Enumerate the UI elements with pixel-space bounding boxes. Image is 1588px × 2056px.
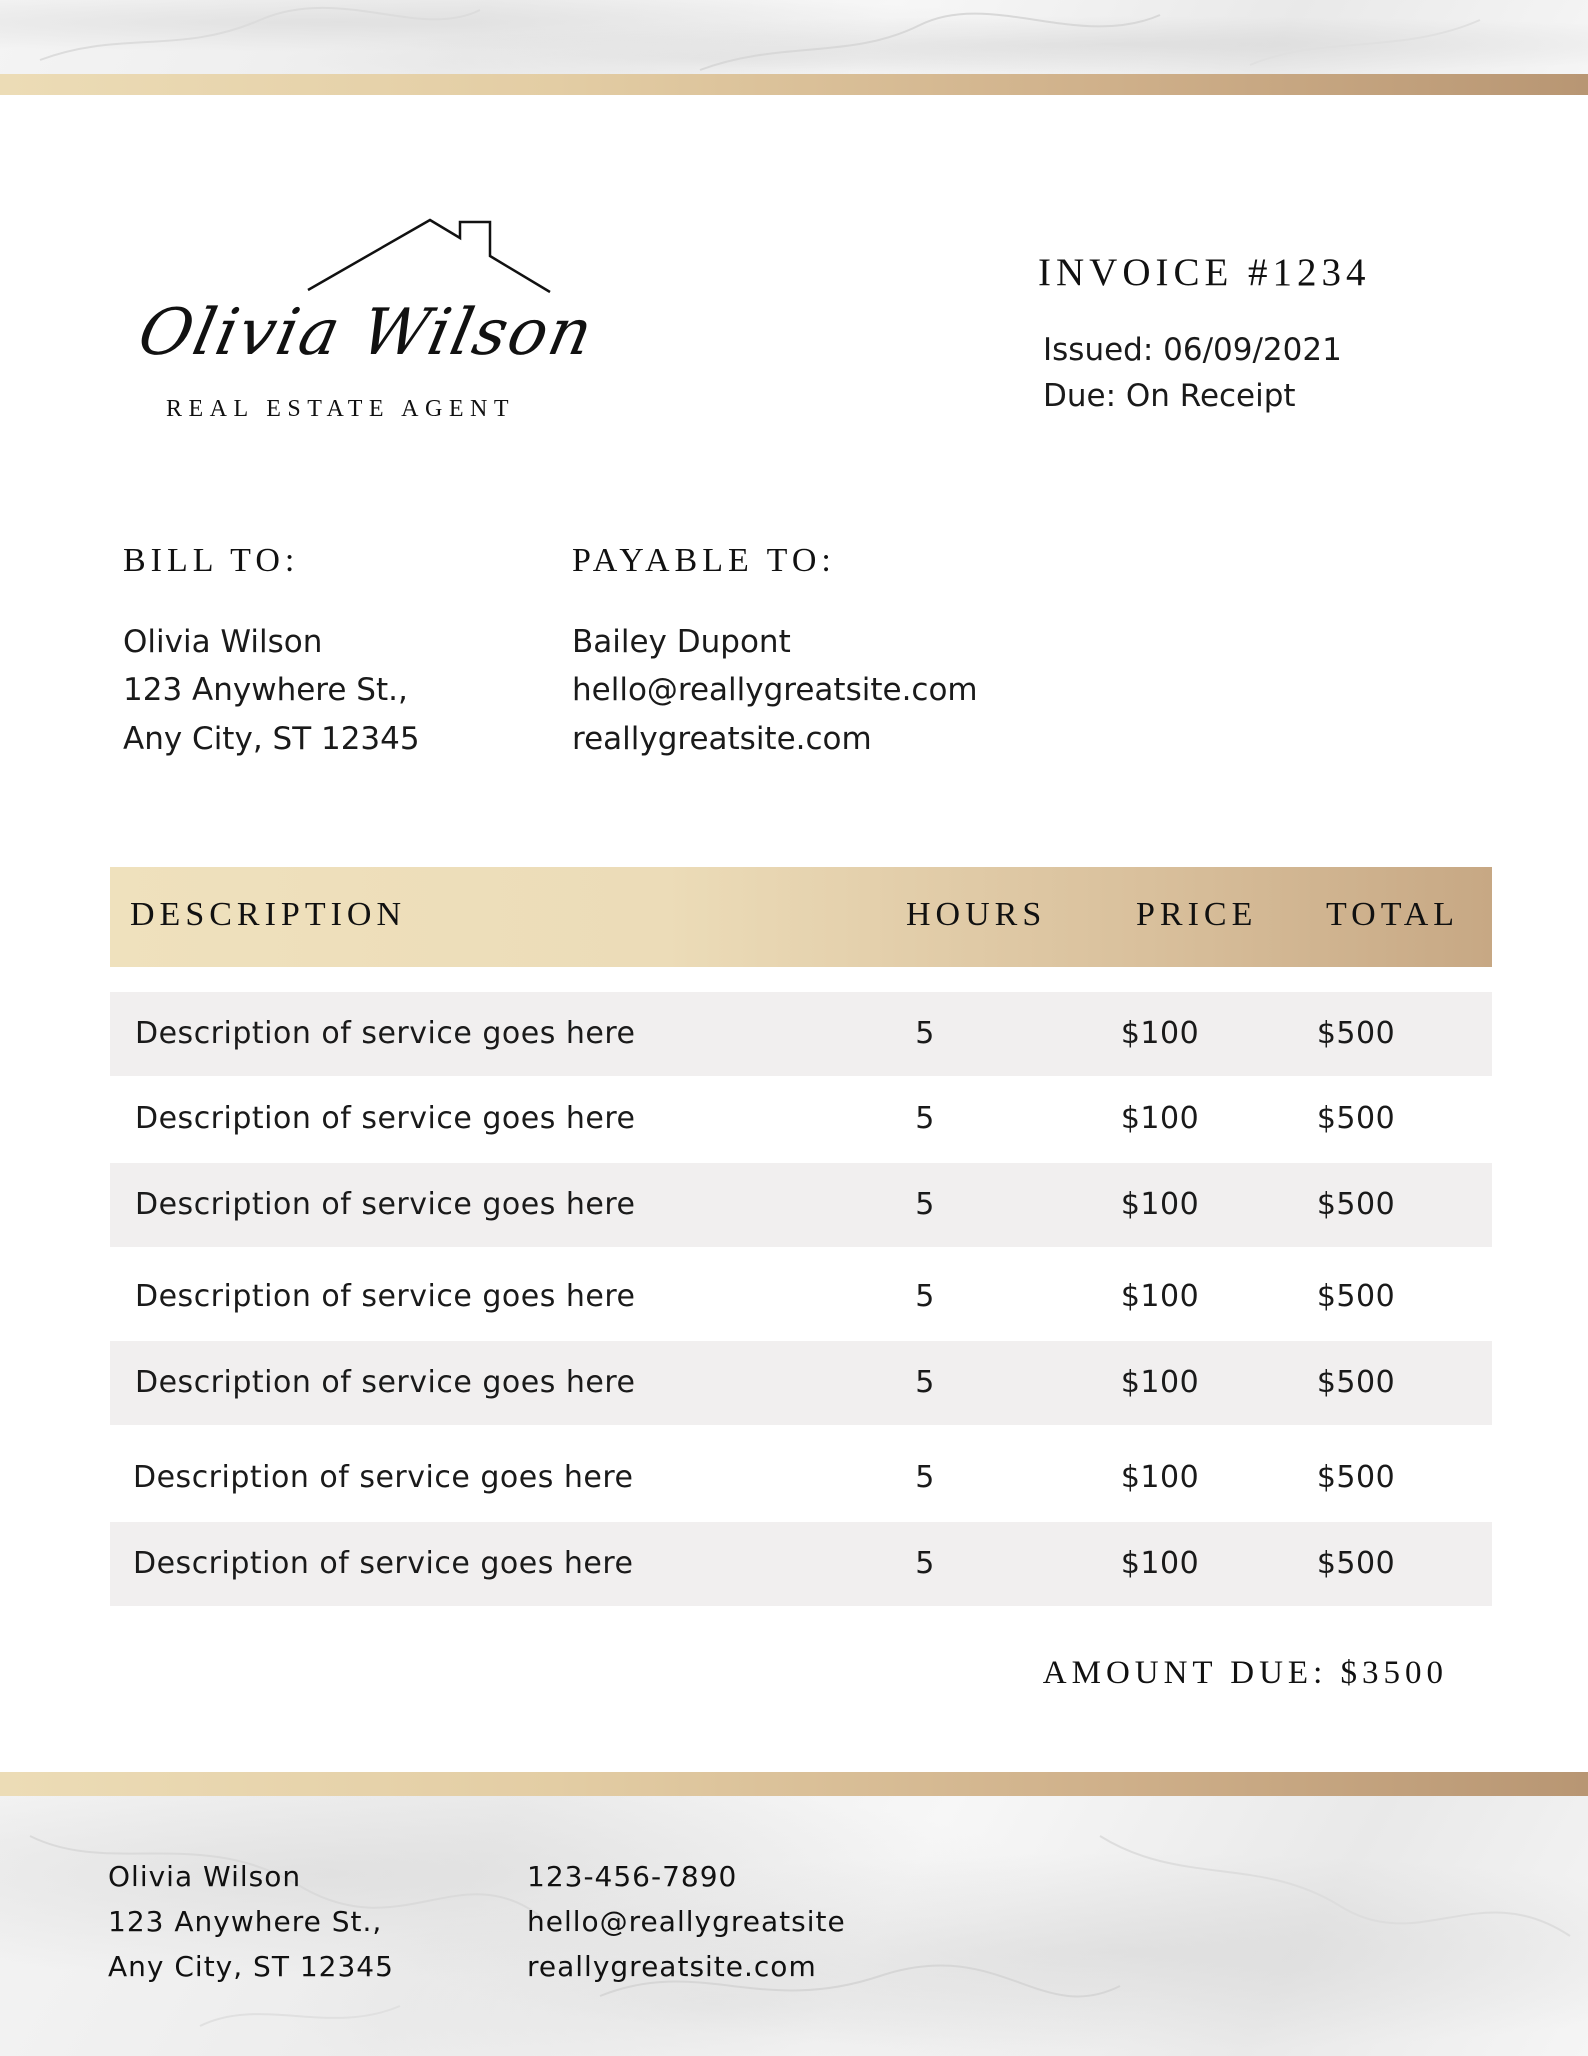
gold-divider-bottom	[0, 1772, 1588, 1796]
column-header-price: PRICE	[1136, 896, 1258, 933]
row-description: Description of service goes here	[133, 1546, 634, 1581]
row-total: $500	[1316, 1365, 1396, 1400]
row-total: $500	[1316, 1101, 1396, 1136]
footer-city: Any City, ST 12345	[108, 1950, 394, 1983]
row-description: Description of service goes here	[135, 1365, 636, 1400]
bill-to-street: 123 Anywhere St.,	[123, 672, 408, 708]
row-total: $500	[1316, 1016, 1396, 1051]
row-hours: 5	[915, 1279, 935, 1314]
marble-header-background	[0, 0, 1588, 74]
amount-due: AMOUNT DUE: $3500	[1042, 1655, 1448, 1691]
table-header	[110, 867, 1492, 967]
column-header-description: DESCRIPTION	[130, 896, 407, 933]
bill-to-city: Any City, ST 12345	[123, 721, 420, 757]
bill-to-name: Olivia Wilson	[123, 624, 323, 660]
footer-email: hello@reallygreatsite	[527, 1905, 846, 1938]
row-description: Description of service goes here	[135, 1101, 636, 1136]
payable-to-name: Bailey Dupont	[572, 624, 791, 660]
row-description: Description of service goes here	[135, 1187, 636, 1222]
table-row	[110, 1255, 1492, 1339]
table-row	[110, 1163, 1492, 1247]
logo-subtitle: REAL ESTATE AGENT	[166, 396, 515, 422]
payable-to-heading: PAYABLE TO:	[572, 542, 836, 579]
row-price: $100	[1120, 1365, 1200, 1400]
logo-signature: Olivia Wilson	[132, 296, 601, 370]
row-hours: 5	[915, 1101, 935, 1136]
footer-street: 123 Anywhere St.,	[108, 1905, 383, 1938]
issued-date: Issued: 06/09/2021	[1043, 332, 1342, 368]
table-row	[110, 992, 1492, 1076]
row-price: $100	[1120, 1101, 1200, 1136]
row-hours: 5	[915, 1546, 935, 1581]
payable-to-email: hello@reallygreatsite.com	[572, 672, 978, 708]
house-roof-icon	[130, 210, 590, 310]
row-total: $500	[1316, 1460, 1396, 1495]
column-header-total: TOTAL	[1326, 896, 1460, 933]
row-price: $100	[1120, 1187, 1200, 1222]
footer-phone: 123-456-7890	[527, 1860, 738, 1893]
marble-footer-background	[0, 1796, 1588, 2056]
footer-website: reallygreatsite.com	[527, 1950, 817, 1983]
row-description: Description of service goes here	[135, 1279, 636, 1314]
due-date: Due: On Receipt	[1043, 378, 1296, 414]
gold-divider-top	[0, 74, 1588, 95]
row-total: $500	[1316, 1279, 1396, 1314]
row-description: Description of service goes here	[135, 1016, 636, 1051]
row-price: $100	[1120, 1279, 1200, 1314]
row-price: $100	[1120, 1460, 1200, 1495]
marble-veins	[0, 0, 1588, 74]
row-hours: 5	[915, 1365, 935, 1400]
payable-to-website: reallygreatsite.com	[572, 721, 872, 757]
row-price: $100	[1120, 1546, 1200, 1581]
row-description: Description of service goes here	[133, 1460, 634, 1495]
row-total: $500	[1316, 1546, 1396, 1581]
table-row	[110, 1522, 1492, 1606]
column-header-hours: HOURS	[906, 896, 1047, 933]
row-hours: 5	[915, 1016, 935, 1051]
table-row	[110, 1077, 1492, 1161]
row-hours: 5	[915, 1460, 935, 1495]
invoice-title: INVOICE #1234	[1038, 251, 1371, 294]
bill-to-heading: BILL TO:	[123, 542, 300, 579]
row-price: $100	[1120, 1016, 1200, 1051]
table-row	[110, 1436, 1492, 1520]
row-total: $500	[1316, 1187, 1396, 1222]
row-hours: 5	[915, 1187, 935, 1222]
logo	[130, 210, 601, 430]
table-row	[110, 1341, 1492, 1425]
footer-name: Olivia Wilson	[108, 1860, 302, 1893]
